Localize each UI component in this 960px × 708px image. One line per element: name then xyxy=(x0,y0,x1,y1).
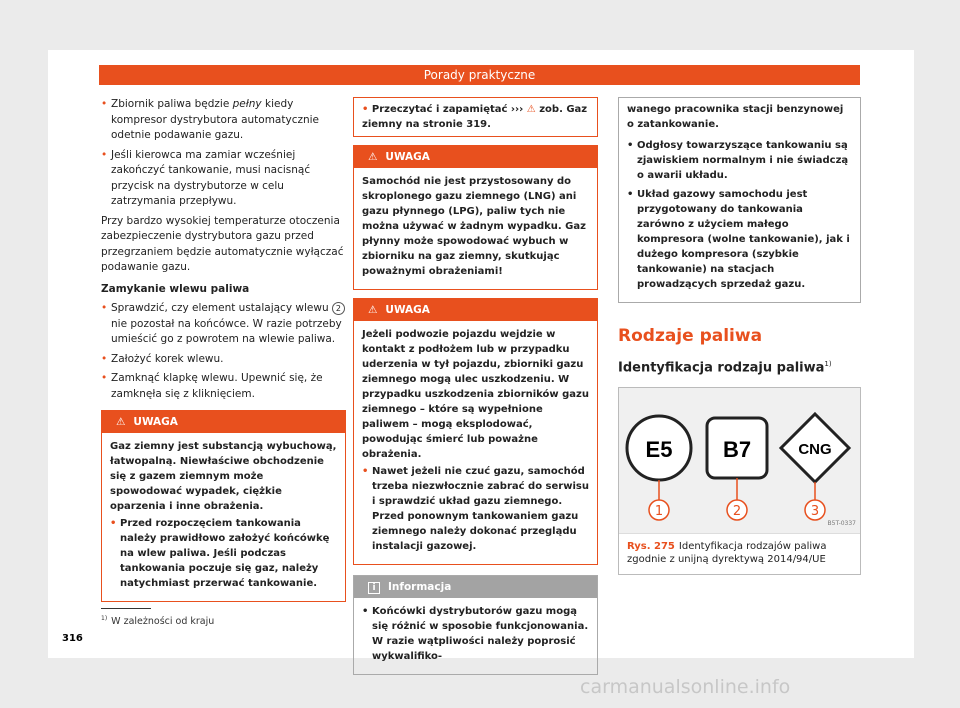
figure-caption: Rys. 275 Identyfikacja rodzajów paliwa zgodnie z unijną dyrektywą 2014/94/UE xyxy=(627,541,827,566)
bullet-tank-full: • Zbiornik paliwa będzie pełny kiedy kompresor dystrybutora automatycznie odetnie podawanie gazu. xyxy=(101,97,346,144)
info-body xyxy=(354,598,597,674)
warning-bullet: • Przed rozpoczęciem tankowania należy prawidłowo założyć końcówkę na wlew paliwa. Jeśli podczas tankowania poczuje się gaz, należy natychmiast przerwać tankowanie. xyxy=(110,516,337,591)
figure-fuel-identification xyxy=(618,387,861,575)
warning-triangle-icon: ⚠ xyxy=(116,416,126,428)
info-bullet: • Końcówki dystrybutorów gazu mogą się różnić w sposobie funkcjonowania. W razie wątpliwości należy poprosić wykwalifiko- xyxy=(362,604,589,664)
column-middle xyxy=(353,97,598,675)
warning-triangle-icon: ⚠ xyxy=(526,104,536,115)
warning-text: Samochód nie jest przystosowany do skroplonego gazu ziemnego (LNG) ani gazu płynnego (LPG), paliw tych nie można używać w żadnym wypadku. Gaz płynny może spowodować wybuch w zbiorniku na gaz ziemny, skutkując poważnymi obrażeniami! xyxy=(362,176,586,277)
info-box xyxy=(353,575,598,675)
fuel-labels-illustration xyxy=(619,388,860,534)
page xyxy=(48,50,914,662)
warning-body xyxy=(102,433,345,601)
footnote: $^{1)}$ W zależności od kraju xyxy=(101,608,346,627)
bullet-cap: • Założyć korek wlewu. xyxy=(101,352,346,368)
paragraph-overheat: Przy bardzo wysokiej temperaturze otoczenia zabezpieczenie dystrybutora gazu przed przegrzaniem będzie automatycznie wyłączać podawanie gazu. xyxy=(101,214,344,273)
heading-closing: Zamykanie wlewu paliwa xyxy=(101,282,250,295)
watermark: carmanualsonline.info xyxy=(580,676,791,698)
warning-body xyxy=(354,321,597,564)
figure-code: B5T-0337 xyxy=(827,519,856,527)
warning-box-lng xyxy=(353,145,598,290)
warning-box-gas xyxy=(101,410,346,602)
bullet-check-element: • Sprawdzić, czy element ustalający wlewu 2 nie pozostał na końcówce. W razie potrzeby umieścić go z powrotem na wlewie paliwa. xyxy=(101,301,346,348)
callout-1: 1 xyxy=(654,504,664,520)
column-right xyxy=(618,97,861,575)
label-cng: CNG xyxy=(798,441,832,459)
callout-2: 2 xyxy=(732,504,742,520)
bullet-flap: • Zamknąć klapkę wlewu. Upewnić się, że zamknęła się z kliknięciem. xyxy=(101,371,346,402)
warning-box-impact xyxy=(353,298,598,565)
subsection-title: Identyfikacja rodzaju paliwa$^{1)}$ xyxy=(618,359,832,375)
figure-image xyxy=(619,388,860,534)
warning-header: ⚠ UWAGA xyxy=(102,411,345,433)
label-e5: E5 xyxy=(645,437,673,463)
warning-body xyxy=(354,168,597,289)
bullet-stop-early: • Jeśli kierowca ma zamiar wcześniej zakończyć tankowanie, musi nacisnąć przycisk na dystrybutorze w celu zatrzymania przepływu. xyxy=(101,148,346,210)
info-header: i Informacja xyxy=(354,576,597,598)
column-left xyxy=(101,97,346,602)
warning-text: Jeżeli podwozie pojazdu wejdzie w kontakt z podłożem lub w przypadku uderzenia w tył pojazdu, zbiorniki gazu ziemnego mogą ulec uszkodzeniu. W przypadku uszkodzenia zbiorników gazu ziemnego – które są wypełnione paliwem – mogą eksplodować, powodując śmierć lub poważne obrażenia. xyxy=(362,329,589,460)
warning-header: ⚠ UWAGA xyxy=(354,299,597,321)
info-bullet: • Odgłosy towarzyszące tankowaniu są zjawiskiem normalnym i nie świadczą o awarii układu. xyxy=(627,138,852,183)
page-header: Porady praktyczne xyxy=(99,65,860,85)
warning-header: ⚠ UWAGA xyxy=(354,146,597,168)
callout-number: 2 xyxy=(332,302,345,315)
page-number: 316 xyxy=(62,633,83,644)
label-b7: B7 xyxy=(722,437,752,463)
info-continued-text: wanego pracownika stacji benzynowej o zatankowanie. xyxy=(627,104,844,130)
section-title: Rodzaje paliwa xyxy=(618,326,763,346)
read-note: • Przeczytać i zapamiętać ››› ⚠ zob. Gaz ziemny na stronie 319. xyxy=(353,97,598,137)
callout-3: 3 xyxy=(810,504,820,520)
warning-triangle-icon: ⚠ xyxy=(368,151,378,163)
info-box-continued xyxy=(618,97,861,303)
warning-bullet: • Nawet jeżeli nie czuć gazu, samochód trzeba niezwłocznie zabrać do serwisu i sprawdzić układ gazu ziemnego. Przed ponownym tankowaniem gazu ziemnego należy dokonać przeglądu instalacji gazowej. xyxy=(362,464,589,554)
info-bullet: • Układ gazowy samochodu jest przygotowany do tankowania zarówno z użyciem małego kompresora (wolne tankowanie), jak i dużego kompresora (szybkie tankowanie) na stacjach prowadzących sprzedaż gazu. xyxy=(627,187,852,292)
warning-triangle-icon: ⚠ xyxy=(368,304,378,316)
warning-text: Gaz ziemny jest substancją wybuchową, łatwopalną. Niewłaściwe obchodzenie się z gazem ziemnym może spowodować wypadek, ciężkie oparzenia i inne obrażenia. xyxy=(110,441,337,512)
info-icon: i xyxy=(368,582,380,594)
